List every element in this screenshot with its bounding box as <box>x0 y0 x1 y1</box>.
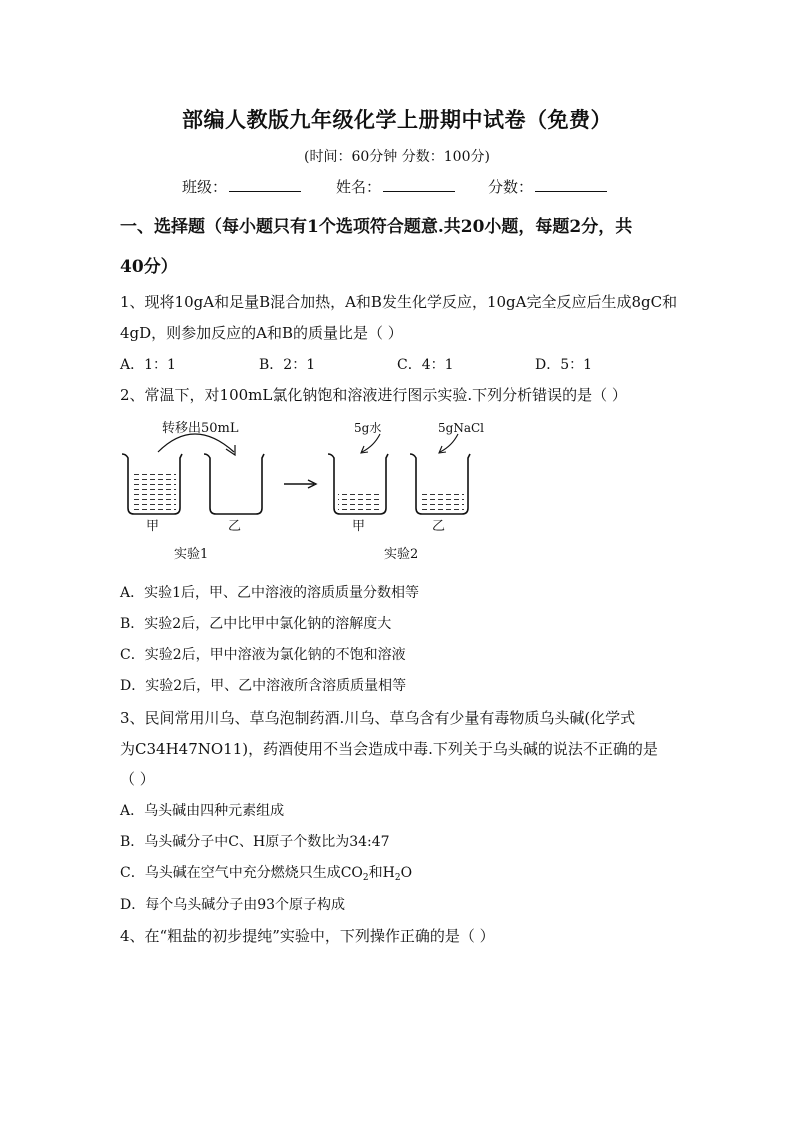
beaker-yi-1 <box>204 454 264 514</box>
experiment-figure <box>118 412 498 570</box>
page-title: 部编人教版九年级化学上册期中试卷（免费） <box>182 107 612 132</box>
score-field <box>488 176 607 197</box>
label-yi-2: 乙 <box>432 519 446 534</box>
transfer-arrow <box>158 434 234 452</box>
q3-option-c: C．乌头碱在空气中充分燃烧只生成$CO_2$和$H_2O$ <box>120 865 413 883</box>
transfer-label: 转移出50mL <box>162 421 239 436</box>
score-label: 分数： <box>488 178 534 196</box>
q1-stem-line2: 4gD，则参加反应的A和B的质量比是（ ） <box>120 324 403 342</box>
name-field <box>336 176 455 197</box>
q2-option-d: D．实验2后，甲、乙中溶液所含溶质质量相等 <box>120 678 407 694</box>
score-blank <box>535 176 607 192</box>
class-field <box>182 176 301 197</box>
water-label: 5g水 <box>354 421 382 435</box>
q3-option-b: B．乌头碱分子中C、H原子个数比为34:47 <box>120 834 390 850</box>
q3-option-d: D．每个乌头碱分子由93个原子构成 <box>120 897 346 913</box>
q2-option-a: A．实验1后，甲、乙中溶液的溶质质量分数相等 <box>120 585 420 601</box>
q3-stem-line1: 3、民间常用川乌、草乌泡制药酒.川乌、草乌含有少量有毒物质乌头碱(化学式 <box>120 709 636 727</box>
q1-option-c: C．4：1 <box>397 357 454 373</box>
q1-stem-line1: 1、现将10gA和足量B混合加热，A和B发生化学反应，10gA完全反应后生成8gC和 <box>120 293 678 311</box>
q4-stem: 4、在“粗盐的初步提纯”实验中，下列操作正确的是（ ） <box>120 927 495 945</box>
exam-time-score: (时间：60分钟 分数：100分) <box>304 149 490 165</box>
q3-option-a: A．乌头碱由四种元素组成 <box>120 803 285 819</box>
label-jia-2: 甲 <box>352 519 366 534</box>
name-blank <box>383 176 455 192</box>
q2-option-b: B．实验2后，乙中比甲中氯化钠的溶解度大 <box>120 616 392 632</box>
q2-option-c: C．实验2后，甲中溶液为氯化钠的不饱和溶液 <box>120 647 406 663</box>
section-heading-line2: 40分） <box>120 257 178 277</box>
q3-stem-line3: （ ） <box>120 770 155 788</box>
q1-option-d: D．5：1 <box>535 357 593 373</box>
q1-option-b: B．2：1 <box>259 357 316 373</box>
exp1-label: 实验1 <box>174 547 209 562</box>
beaker-jia-1 <box>122 454 182 514</box>
exp2-label: 实验2 <box>384 547 419 562</box>
name-label: 姓名： <box>336 178 382 196</box>
q3-stem-line2: 为C34H47NO11)，药酒使用不当会造成中毒.下列关于乌头碱的说法不正确的是 <box>120 740 658 758</box>
beaker-yi-2 <box>410 454 470 514</box>
nacl-label: 5gNaCl <box>438 421 484 435</box>
q2-stem: 2、常温下，对100mL氯化钠饱和溶液进行图示实验.下列分析错误的是（ ） <box>120 386 627 404</box>
class-label: 班级： <box>182 178 228 196</box>
q1-option-a: A．1：1 <box>120 357 176 373</box>
section-heading-line1: 一、选择题（每小题只有1个选项符合题意.共20小题，每题2分，共 <box>120 217 633 237</box>
class-blank <box>229 176 301 192</box>
label-yi-1: 乙 <box>228 519 242 534</box>
label-jia-1: 甲 <box>146 519 160 534</box>
beaker-jia-2 <box>328 454 388 514</box>
